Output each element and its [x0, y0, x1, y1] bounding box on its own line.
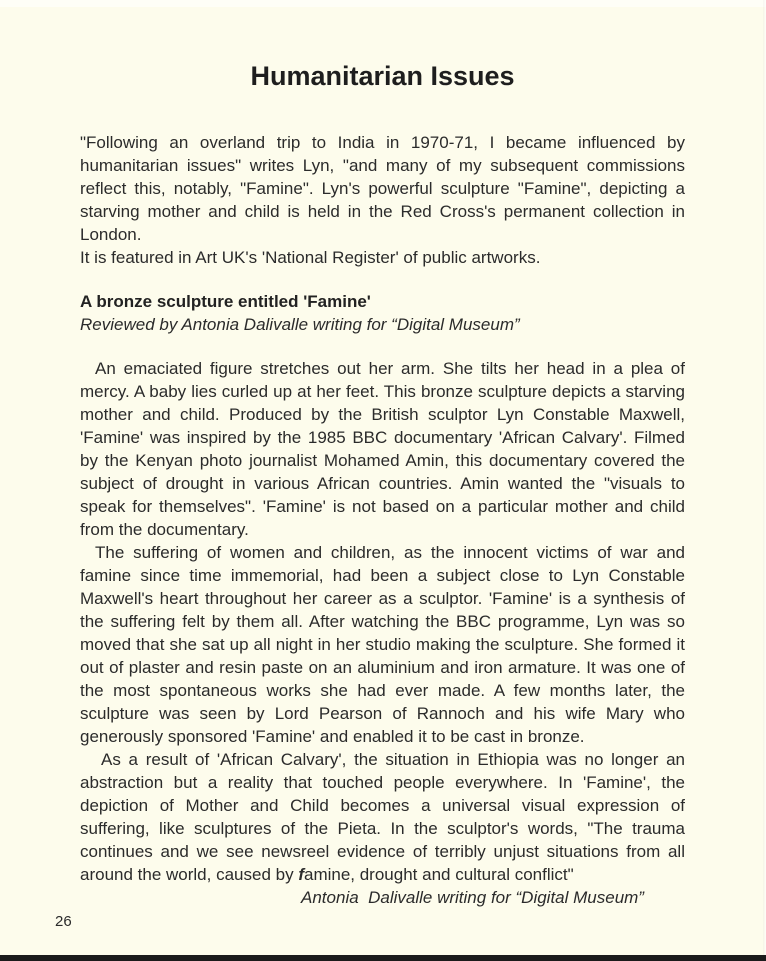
page-number: 26 — [55, 913, 72, 930]
review-heading: A bronze sculpture entitled 'Famine' — [80, 292, 371, 311]
review-byline: Reviewed by Antonia Dalivalle writing for “Digital Museum” — [80, 315, 520, 334]
paragraph-3-text-before: As a result of 'African Calvary', the situation in Ethiopia was no longer an abstraction but a reality that touched people everywhere. In 'Famine', the depiction of Mother and Child becomes a universal visual expression of suffering, like sculptures of the Pieta. In the sculptor's words, "The trauma continues and we see newsreel evidence of terribly unjust situations from all around the world, caused by — [80, 750, 685, 884]
page-bottom-edge — [0, 955, 766, 961]
intro-paragraph — [80, 131, 685, 269]
review-paragraph-1: An emaciated figure stretches out her arm. She tilts her head in a plea of mercy. A baby lies curled up at her feet. This bronze sculpture depicts a starving mother and child. Produced by the British sculptor Lyn Constable Maxwell, 'Famine' was inspired by the 1985 BBC documentary 'African Calvary'. Filmed by the Kenyan photo journalist Mohamed Amin, this documentary covered the subject of drought in various African countries. Amin wanted the "visuals to speak for themselves". 'Famine' is not based on a particular mother and child from the documentary. — [80, 359, 685, 539]
attribution-line: Antonia Dalivalle writing for “Digital Museum” — [301, 888, 644, 907]
page-content — [80, 0, 685, 909]
paragraph-3-text-after: amine, drought and cultural conflict" — [303, 865, 574, 884]
intro-paragraph-main: "Following an overland trip to India in 1970-71, I became influenced by humanitarian issues" writes Lyn, "and many of my subsequent commissions reflect this, notably, "Famine". Lyn's powerful sculpture "Famine", depicting a starving mother and child is held in the Red Cross's permanent collection in London. — [80, 133, 685, 244]
intro-paragraph-footnote: It is featured in Art UK's 'National Register' of public artworks. — [80, 248, 541, 267]
page-title: Humanitarian Issues — [250, 61, 515, 91]
review-paragraph-3 — [80, 748, 685, 886]
famine-f-emphasis: f — [298, 865, 304, 884]
review-paragraph-2: The suffering of women and children, as the innocent victims of war and famine since time immemorial, had been a subject close to Lyn Constable Maxwell's heart throughout her career as a sculptor. 'Famine' is a synthesis of the suffering felt by them all. After watching the BBC programme, Lyn was so moved that she sat up all night in her studio making the sculpture. She formed it out of plaster and resin paste on an aluminium and iron armature. It was one of the most spontaneous works she had ever made. A few months later, the sculpture was seen by Lord Pearson of Rannoch and his wife Mary who generously sponsored 'Famine' and enabled it to be cast in bronze. — [80, 543, 685, 746]
